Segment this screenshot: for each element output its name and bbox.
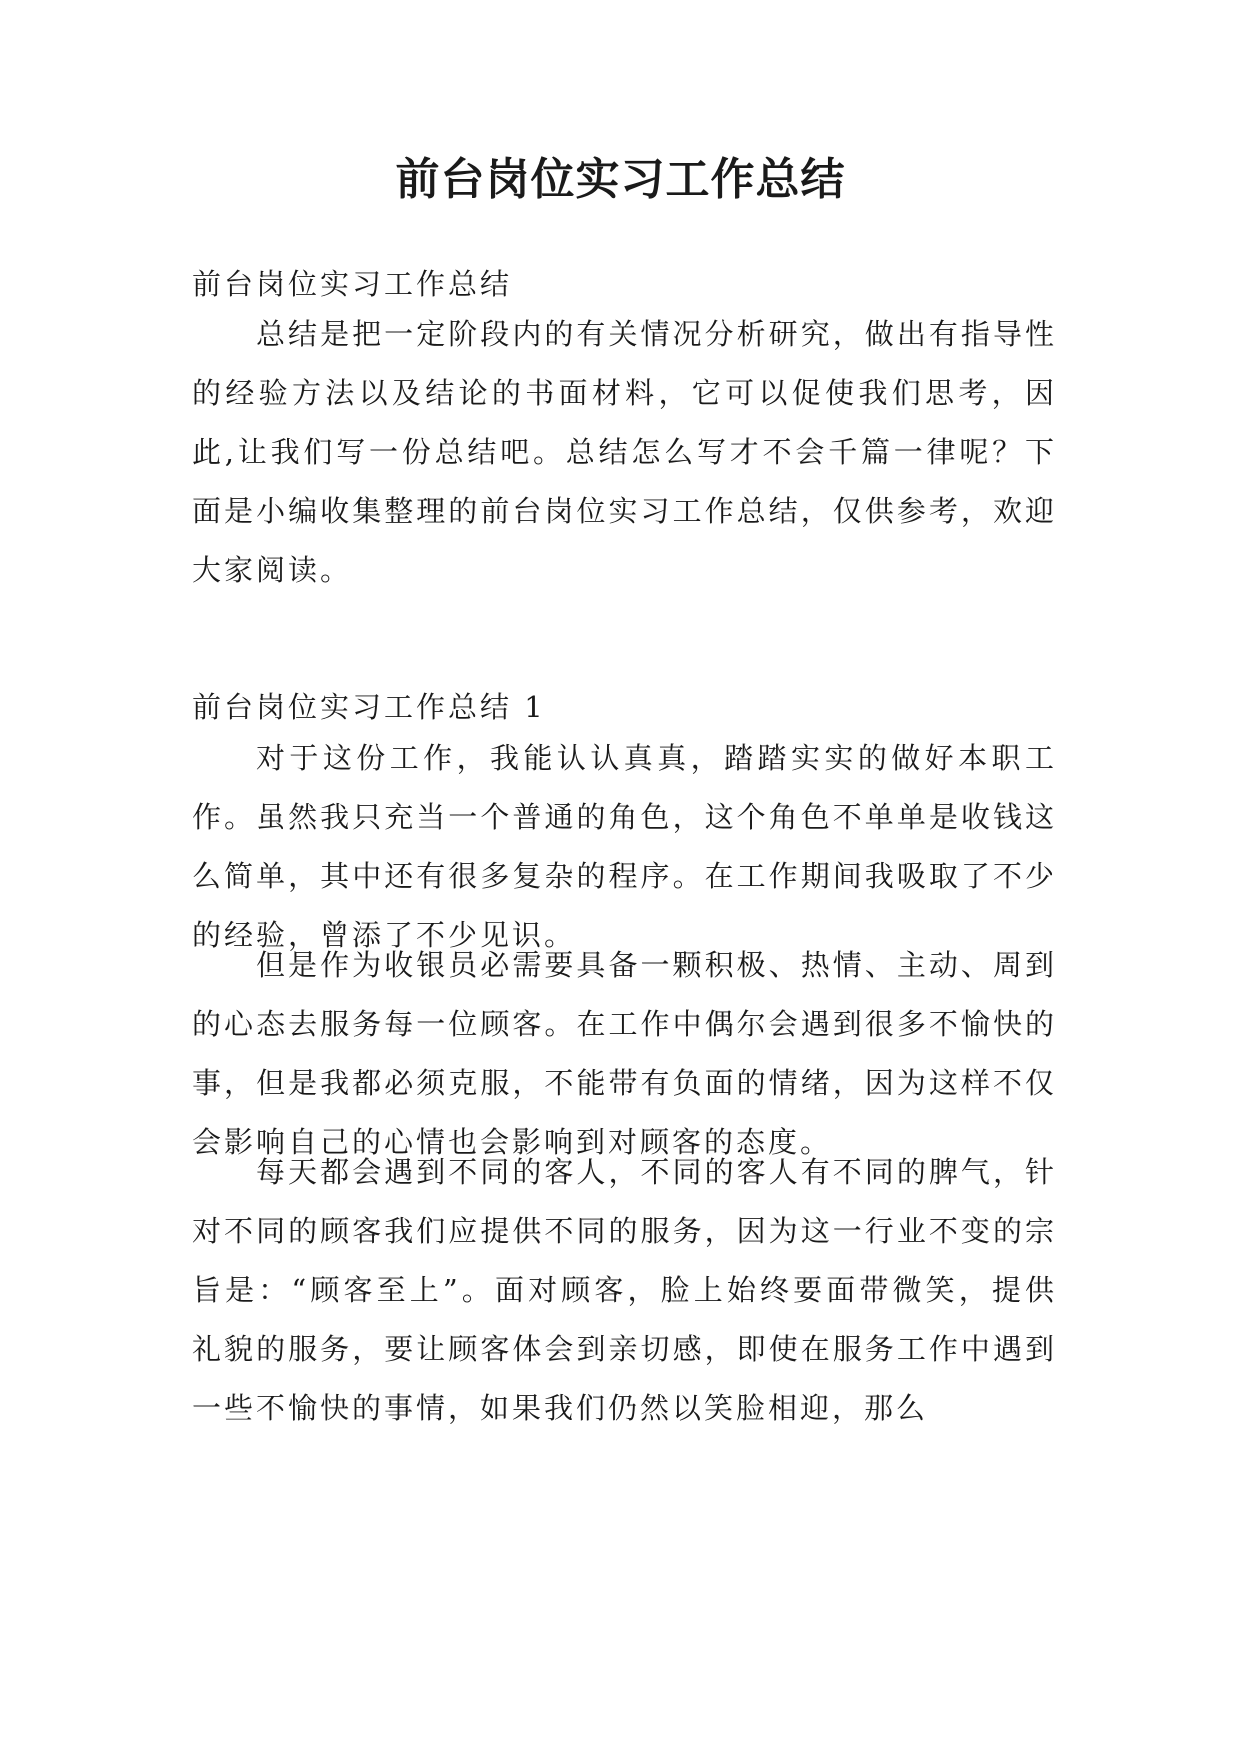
document-title: 前台岗位实习工作总结 [395, 154, 846, 205]
section-1-paragraph-2: 但是作为收银员必需要具备一颗积极、热情、主动、周到的心态去服务每一位顾客。在工作中偶尔会遇到很多不愉快的事，但是我都必须克服，不能带有负面的情绪，因为这样不仅会影响自己的心情也会影响到对顾客的态度。 [192, 948, 1057, 1159]
section-1-paragraph-3: 每天都会遇到不同的客人，不同的客人有不同的脾气，针对不同的顾客我们应提供不同的服务，因为这一行业不变的宗旨是：“顾客至上”。面对顾客，脸上始终要面带微笑，提供礼貌的服务，要让顾客体会到亲切感，即使在服务工作中遇到一些不愉快的事情，如果我们仍然以笑脸相迎，那么 [192, 1155, 1057, 1425]
section-1-heading: 前台岗位实习工作总结 1 [192, 690, 546, 724]
document-subtitle: 前台岗位实习工作总结 [192, 267, 513, 301]
intro-paragraph: 总结是把一定阶段内的有关情况分析研究，做出有指导性的经验方法以及结论的书面材料，它可以促使我们思考，因此,让我们写一份总结吧。总结怎么写才不会千篇一律呢？下面是小编收集整理的前台岗位实习工作总结，仅供参考，欢迎大家阅读。 [192, 317, 1057, 587]
section-1-paragraph-1: 对于这份工作，我能认认真真，踏踏实实的做好本职工作。虽然我只充当一个普通的角色，这个角色不单单是收钱这么简单，其中还有很多复杂的程序。在工作期间我吸取了不少的经验，曾添了不少见识。 [192, 741, 1057, 952]
